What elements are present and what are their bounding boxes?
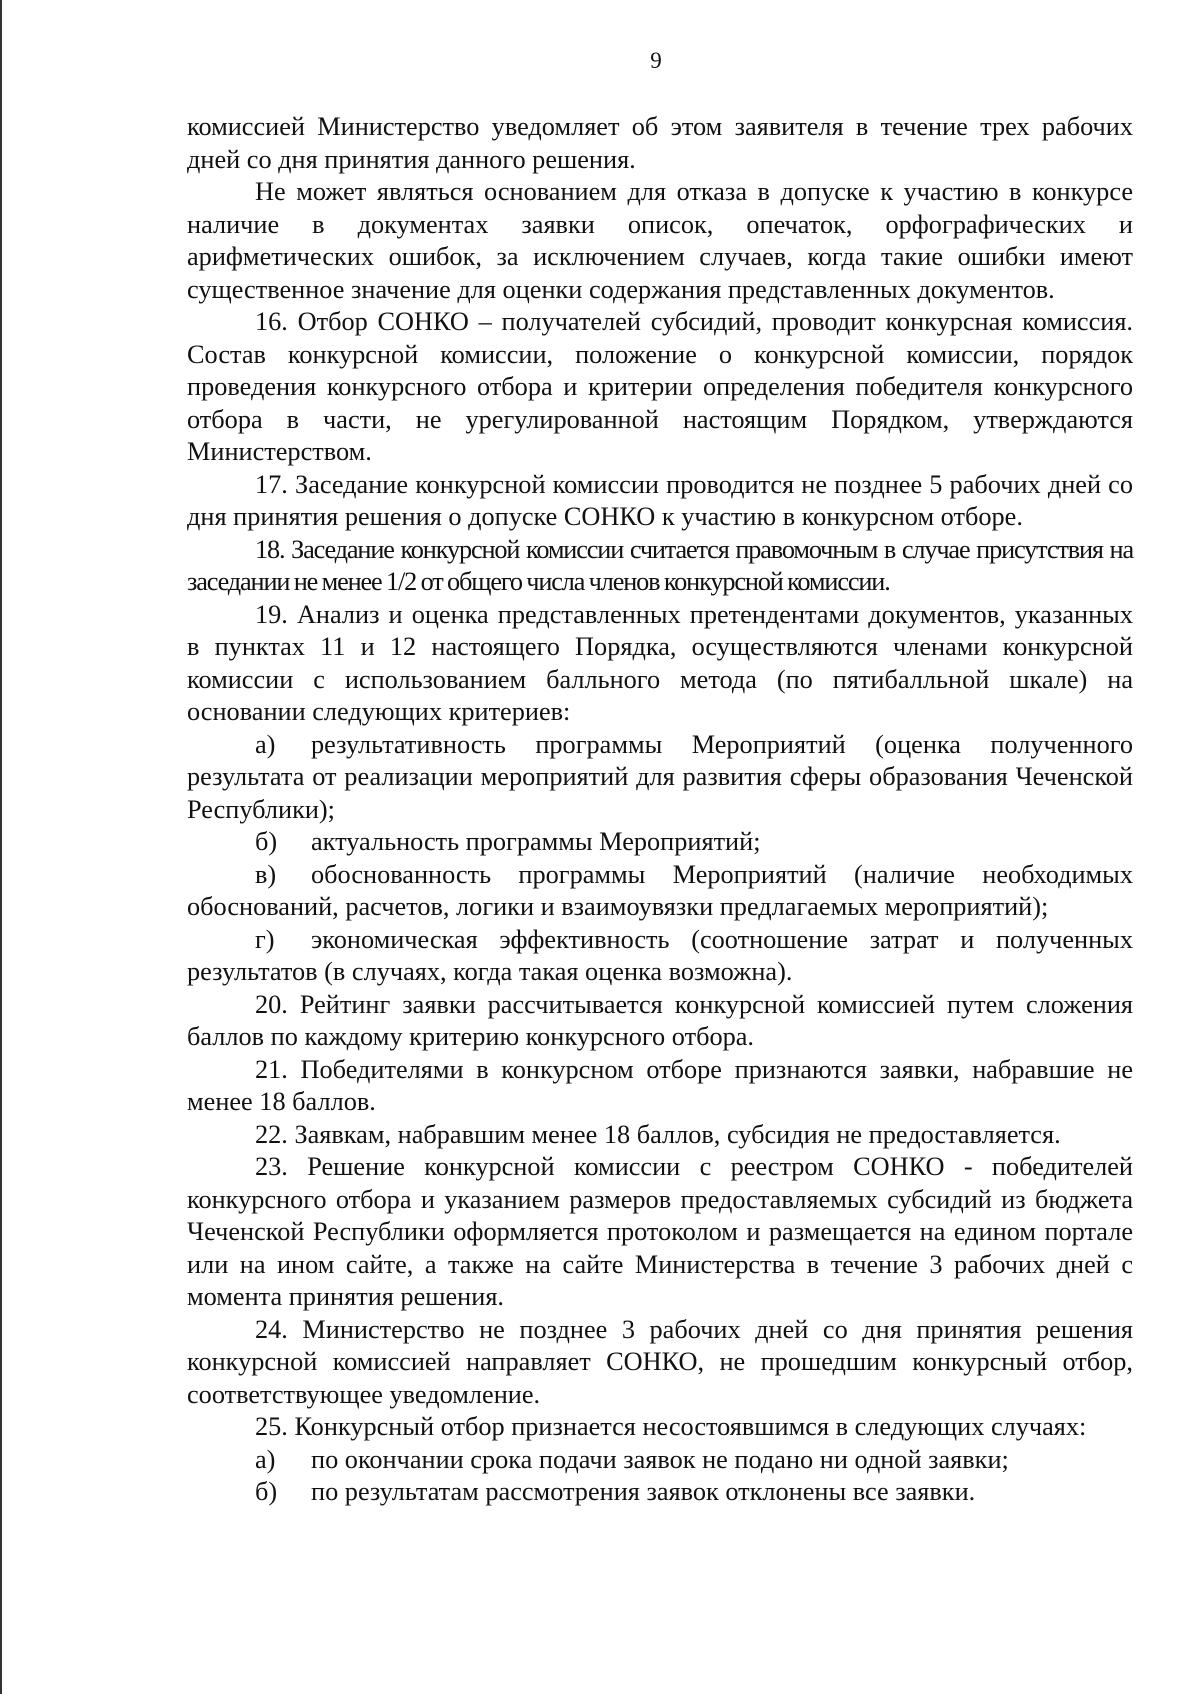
paragraph-21: 21. Победителями в конкурсном отборе признаются заявки, набравшие не менее 18 баллов. (187, 1054, 1133, 1116)
paragraph-17: 17. Заседание конкурсной комиссии проводится не позднее 5 рабочих дней со дня принятия решения о допуске СОНКО к участию в конкурсном отборе. (187, 469, 1133, 531)
criterion-g (187, 924, 1133, 989)
paragraph-commission-notice: комиссией Министерство уведомляет об этом заявителя в течение трех рабочих дней со дня принятия данного решения. (187, 112, 1133, 174)
criterion-a (187, 729, 1133, 827)
criterion-text: обоснованность программы Мероприятий (наличие необходимых обоснований, расчетов, логики и взаимоувязки предлагаемых мероприятий); (187, 859, 1133, 921)
paragraph-25: 25. Конкурсный отбор признается несостоявшимся в следующих случаях: (255, 1412, 1087, 1441)
criterion-text: экономическая эффективность (соотношение затрат и полученных результатов (в случаях, когда такая оценка возможна). (187, 924, 1133, 986)
paragraph-22: 22. Заявкам, набравшим менее 18 баллов, субсидия не предоставляется. (255, 1119, 1061, 1149)
paragraph-18: 18. Заседание конкурсной комиссии считается правомочным в случае присутствия на заседании не менее 1/2 от общего числа членов конкурсной комиссии. (187, 534, 1133, 596)
criterion-marker: г) (255, 924, 275, 954)
scan-edge-left (0, 0, 2, 1694)
failure-case-text: по окончании срока подачи заявок не подано ни одной заявки; (311, 1444, 1009, 1474)
criterion-text: результативность программы Мероприятий (оценка полученного результата от реализации мероприятий для развития сферы образования Чеченской Республики); (187, 729, 1133, 824)
failure-case-marker: б) (255, 1477, 278, 1506)
criterion-b (187, 826, 1133, 859)
page-number: 9 (650, 48, 662, 73)
paragraph-16: 16. Отбор СОНКО – получателей субсидий, проводит конкурсная комиссия. Состав конкурсной комиссии, положение о конкурсной комиссии, порядок проведения конкурсного отбора и критерии определения победителя конкурсного отбора в части, не урегулированной настоящим Порядком, утверждаются Министерством. (187, 307, 1133, 466)
paragraph-typo-clause: Не может являться основанием для отказа в допуске к участию в конкурсе наличие в документах заявки описок, опечаток, орфографических и арифметических ошибок, за исключением случаев, когда такие ошибки имеют существенное значение для оценки содержания представленных документов. (187, 177, 1133, 304)
paragraph-19: 19. Анализ и оценка представленных претендентами документов, указанных в пунктах 11 и 12 настоящего Порядка, осуществляются членами конкурсной комиссии с использованием балльного метода (по пятибалльной шкале) на основании следующих критериев: (187, 599, 1133, 726)
criterion-marker: б) (255, 827, 278, 856)
failure-case-a (187, 1444, 1133, 1477)
failure-case-b (187, 1476, 1133, 1509)
paragraph-24: 24. Министерство не позднее 3 рабочих дней со дня принятия решения конкурсной комиссией направляет СОНКО, не прошедшим конкурсный отбор, соответствующее уведомление. (187, 1314, 1133, 1409)
criterion-marker: в) (255, 859, 277, 889)
document-body (187, 111, 1133, 1509)
criterion-text: актуальность программы Мероприятий; (311, 827, 761, 856)
criterion-marker: а) (255, 729, 276, 759)
failure-case-text: по результатам рассмотрения заявок отклонены все заявки. (311, 1477, 976, 1506)
failure-case-marker: а) (255, 1444, 276, 1474)
criterion-v (187, 859, 1133, 924)
paragraph-23: 23. Решение конкурсной комиссии с реестром СОНКО - победителей конкурсного отбора и указанием размеров предоставляемых субсидий из бюджета Чеченской Республики оформляется протоколом и размещается на едином портале или на ином сайте, а также на сайте Министерства в течение 3 рабочих дней с момента принятия решения. (187, 1152, 1133, 1311)
paragraph-20: 20. Рейтинг заявки рассчитывается конкурсной комиссией путем сложения баллов по каждому критерию конкурсного отбора. (187, 989, 1133, 1051)
